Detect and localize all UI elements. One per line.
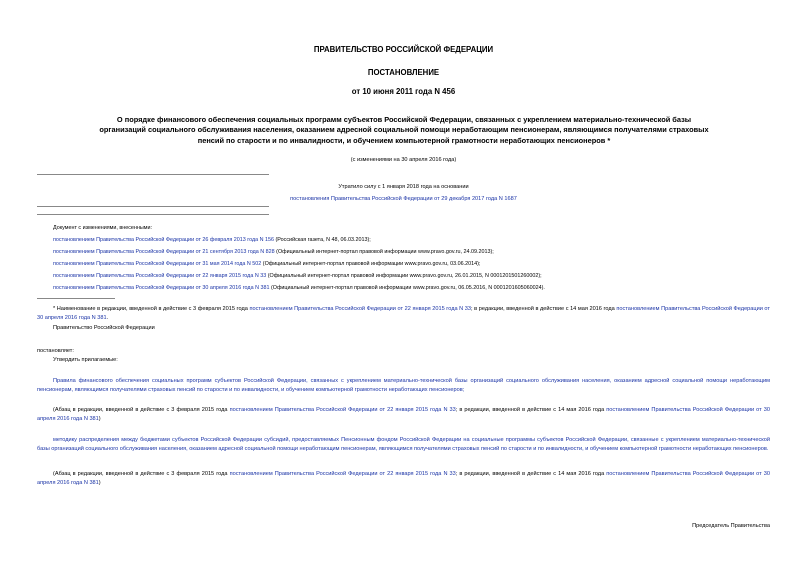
cancellation-text: Утратило силу с 1 января 2018 года на основании: [338, 184, 469, 190]
signature-title: Председатель Правительства: [692, 523, 770, 529]
edit-note-link[interactable]: постановлением Правительства Российской Федерации от 22 января 2015 года N 33: [229, 407, 456, 413]
footnote-divider: [37, 298, 115, 299]
amendment-source: (Официальный интернет-портал правовой информации www.pravo.gov.ru, 26.01.2015, N 0001201501260002);: [266, 273, 542, 279]
method-paragraph: [37, 436, 770, 454]
edit-note-text: ): [98, 416, 101, 422]
amendment-link[interactable]: постановлением Правительства Российской Федерации от 26 февраля 2013 года N 156: [53, 237, 275, 243]
footnote-link[interactable]: постановлением Правительства Российской Федерации от 30 апреля 2016 года N 381: [37, 306, 770, 321]
divider: [37, 214, 269, 215]
method-edit-note: [37, 470, 770, 488]
decrees-line: постановляет:: [37, 348, 74, 354]
list-item: [53, 270, 773, 282]
title-line: организаций социального обслуживания населения, оказанием адресной социальной помощи неработающим пенсионерам, являющимся получателями страховых: [99, 125, 709, 135]
amendment-source: (Официальный интернет-портал правовой информации www.pravo.gov.ru, 03.06.2014);: [261, 261, 481, 267]
rules-link[interactable]: Правила финансового обеспечения социальных программ субъектов Российской Федерации, связанных с укреплением материально-технической базы организаций социального обслуживания населения, оказанием адресной социальной помощи неработающим пенсионерам, являющимся получателями страховых пенсий по старости и по инвалидности, и обучением компьютерной грамотности неработающих пенсионеров;: [37, 378, 770, 393]
rules-edit-note: [37, 406, 770, 424]
government-heading: ПРАВИТЕЛЬСТВО РОССИЙСКОЙ ФЕДЕРАЦИИ: [313, 45, 494, 54]
method-link[interactable]: методику распределения между бюджетами субъектов Российской Федерации субсидий, предоставляемых Пенсионным фондом Российской Федерации на социальные программы субъектов Российской Федерации, связанные с укреплением материально-технической базы организаций социального обслуживания населения, оказанием адресной социальной помощи неработающим пенсионерам, являющимся получателями страховых пенсий по старости и по инвалидности, и обучением компьютерной грамотности неработающих пенсионеров.: [37, 437, 770, 452]
title-line: О порядке финансового обеспечения социальных программ субъектов Российской Федерации, связанных с укреплением материально-технической базы: [116, 115, 692, 124]
cancellation-link[interactable]: постановления Правительства Российской Федерации от 29 декабря 2017 года N 1687: [290, 196, 517, 202]
rules-paragraph: [37, 377, 770, 395]
edit-note-text: ; в редакции, введенной в действие с 14 мая 2016 года: [455, 471, 607, 477]
amendment-link[interactable]: постановлением Правительства Российской Федерации от 22 января 2015 года N 33: [53, 273, 267, 279]
document-title: [34, 115, 774, 146]
government-line: Правительство Российской Федерации: [53, 325, 155, 331]
list-item: [53, 246, 773, 258]
document-type-heading: ПОСТАНОВЛЕНИЕ: [367, 68, 440, 77]
edit-note-link[interactable]: постановлением Правительства Российской Федерации от 30 апреля 2016 года N 381: [37, 471, 770, 486]
cancellation-link-wrap: [0, 196, 807, 202]
amendment-link[interactable]: постановлением Правительства Российской Федерации от 31 мая 2014 года N 502: [53, 261, 262, 267]
footnote-text: .: [106, 315, 109, 321]
amendment-link[interactable]: постановлением Правительства Российской Федерации от 21 сентября 2013 года N 828: [53, 249, 275, 255]
list-item: [53, 234, 773, 246]
footnote: [37, 305, 770, 323]
edit-note-text: ): [98, 480, 101, 486]
amendment-source: (Официальный интернет-портал правовой информации www.pravo.gov.ru, 24.09.2013);: [274, 249, 494, 255]
list-item: [53, 282, 773, 294]
edit-note-text: (Абзац в редакции, введенной в действие с 3 февраля 2015 года: [53, 471, 230, 477]
title-line: пенсий по старости и по инвалидности, и обучением компьютерной грамотности неработающих пенсионеров *: [197, 135, 611, 145]
approve-line: Утвердить прилагаемые:: [53, 357, 118, 363]
list-item: [53, 258, 773, 270]
divider: [37, 174, 269, 175]
footnote-link[interactable]: постановлением Правительства Российской Федерации от 22 января 2015 года N 33: [249, 306, 472, 312]
divider: [37, 206, 269, 207]
changes-list: [53, 222, 773, 294]
edit-note-text: (Абзац в редакции, введенной в действие с 3 февраля 2015 года: [53, 407, 230, 413]
edit-note-link[interactable]: постановлением Правительства Российской Федерации от 22 января 2015 года N 33: [229, 471, 456, 477]
footnote-text: ; в редакции, введенной в действие с 14 мая 2016 года: [471, 306, 617, 312]
amendment-link[interactable]: постановлением Правительства Российской Федерации от 30 апреля 2016 года N 381: [53, 285, 270, 291]
date-number-heading: от 10 июня 2011 года N 456: [351, 87, 456, 96]
changes-intro: Документ с изменениями, внесенными:: [53, 225, 152, 231]
changes-note: (с изменениями на 30 апреля 2016 года): [350, 157, 457, 163]
footnote-text: * Наименование в редакции, введенной в действие с 3 февраля 2015 года: [53, 306, 250, 312]
amendment-source: (Российская газета, N 48, 06.03.2013);: [274, 237, 371, 243]
edit-note-link[interactable]: постановлением Правительства Российской Федерации от 30 апреля 2016 года N 381: [37, 407, 770, 422]
edit-note-text: ; в редакции, введенной в действие с 14 мая 2016 года: [455, 407, 607, 413]
amendment-source: (Официальный интернет-портал правовой информации www.pravo.gov.ru, 06.05.2016, N 0001201605060024).: [269, 285, 545, 291]
